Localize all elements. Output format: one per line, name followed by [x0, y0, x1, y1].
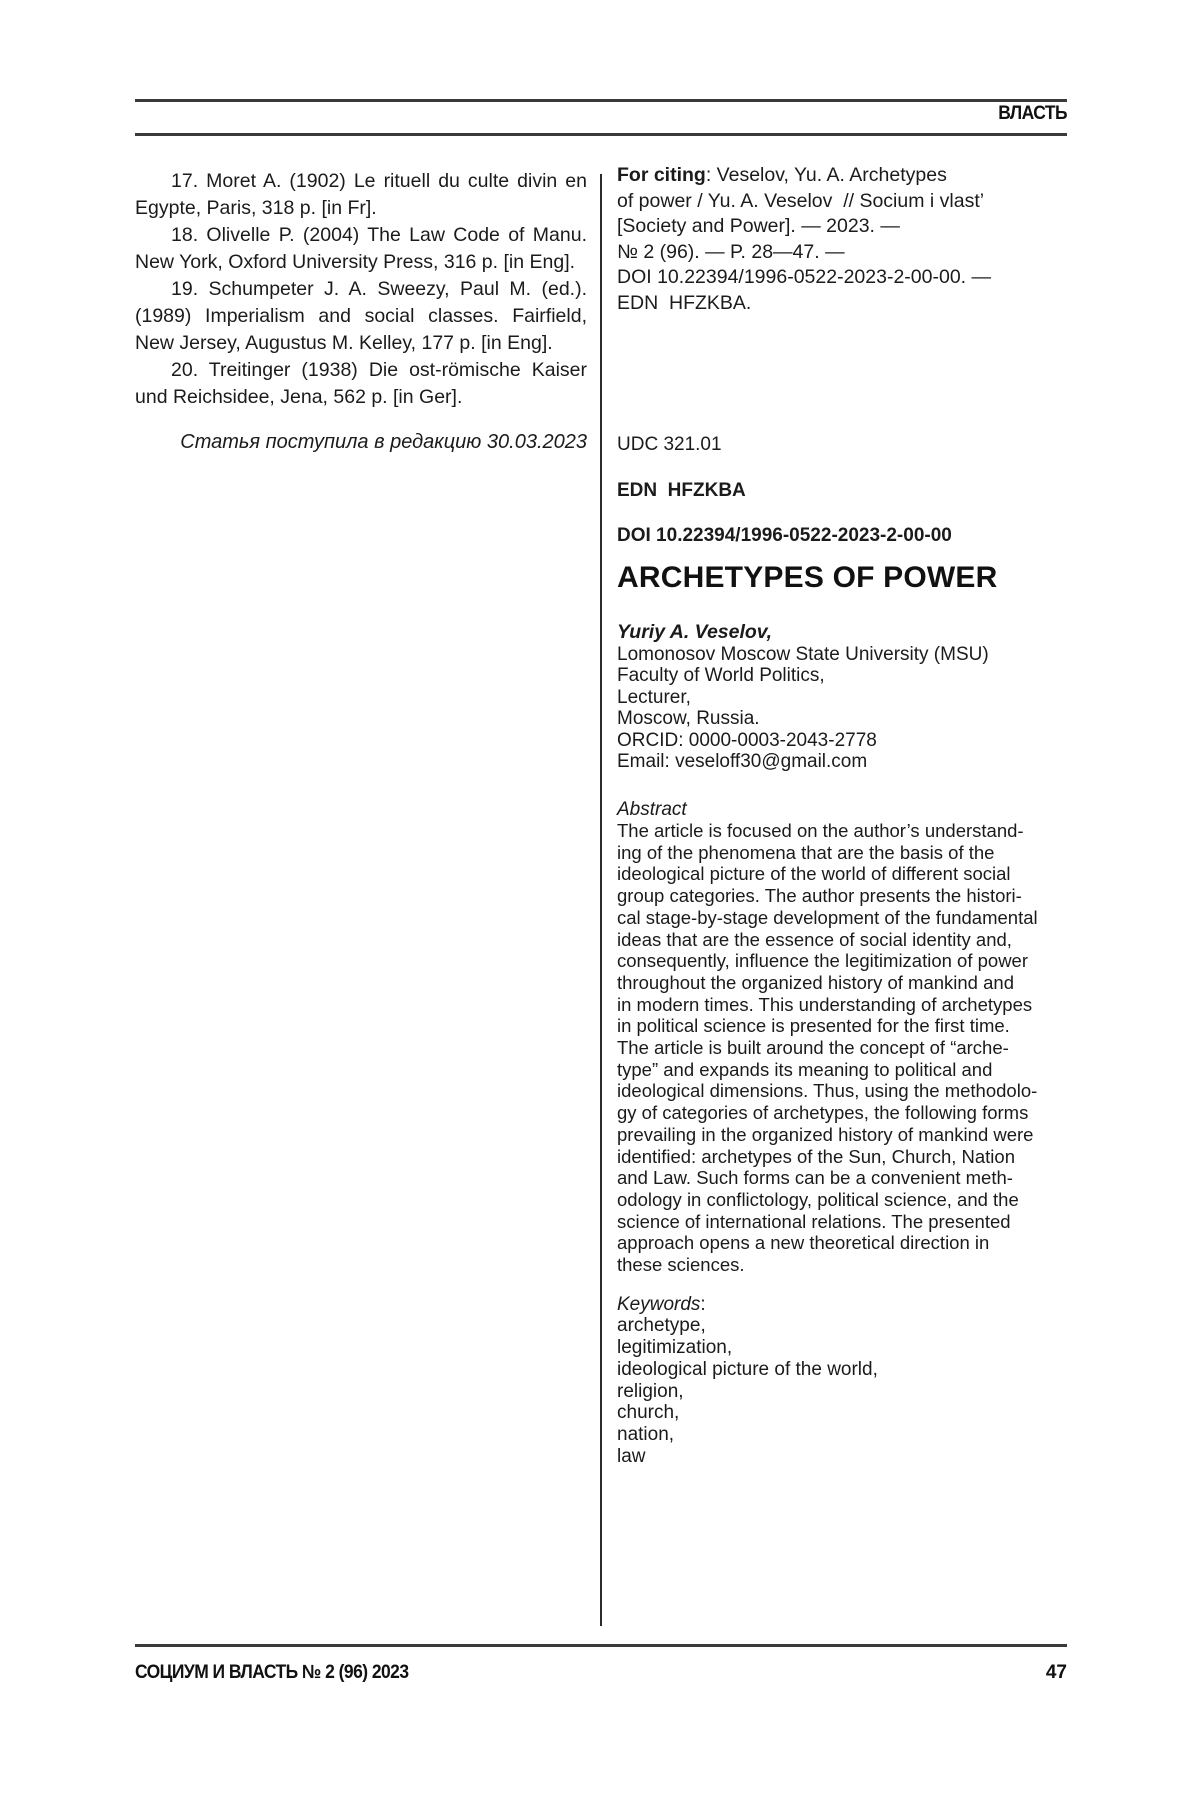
author-detail-line: Email: veseloff30@gmail.com — [617, 751, 868, 772]
reference-item: 17. Moret A. (1902) Le rituell du culte divin en Egypte, Paris, 318 p. [in Fr]. — [135, 170, 587, 219]
edn-code: EDN HFZKBA — [617, 480, 746, 501]
column-divider — [600, 174, 602, 1626]
abstract-line: science of international relations. The presented — [617, 1210, 1011, 1232]
author-detail-line: Moscow, Russia. — [617, 708, 760, 729]
footer-rule — [135, 1644, 1067, 1647]
doi-code: DOI 10.22394/1996-0522-2023-2-00-00 — [617, 525, 952, 546]
abstract-line: gy of categories of archetypes, the following forms — [617, 1102, 1029, 1124]
abstract-line: The article is focused on the author’s understand- — [617, 820, 1024, 841]
header-rule-top — [135, 99, 1067, 102]
author-name: Yuriy A. Veselov, — [617, 621, 772, 643]
header-rule-bottom — [135, 133, 1067, 136]
keyword-item: archetype, — [617, 1315, 706, 1337]
abstract-body — [617, 820, 1069, 1276]
received-date-note: Статья поступила в редакцию 30.03.2023 — [180, 431, 587, 453]
abstract-line: approach opens a new theoretical direction in — [617, 1232, 990, 1254]
right-column — [617, 163, 1069, 1467]
keywords-heading — [617, 1294, 1069, 1316]
keyword-item: nation, — [617, 1423, 675, 1445]
author-detail-line: Lomonosov Moscow State University (MSU) — [617, 643, 989, 665]
udc-code: UDC 321.01 — [617, 434, 722, 455]
running-head-section: ВЛАСТЬ — [998, 103, 1067, 124]
abstract-line: type” and expands its meaning to political and — [617, 1058, 993, 1080]
keyword-item: ideological picture of the world, — [617, 1358, 878, 1380]
abstract-heading: Abstract — [617, 798, 687, 820]
keywords-colon: : — [700, 1293, 706, 1315]
abstract-line: ing of the phenomena that are the basis of the — [617, 841, 995, 863]
footer-journal-title: СОЦИУМ И ВЛАСТЬ № 2 (96) 2023 — [135, 1662, 409, 1683]
article-title: ARCHETYPES OF POWER — [617, 561, 998, 594]
abstract-line: consequently, influence the legitimization of power — [617, 950, 1029, 972]
for-citing-block — [617, 163, 1069, 316]
author-detail-line: Faculty of World Politics, — [617, 665, 825, 686]
abstract-line: group categories. The author presents the histori- — [617, 885, 1022, 907]
abstract-line: ideological picture of the world of different social — [617, 863, 1011, 885]
abstract-line: in political science is presented for the first time. — [617, 1015, 1010, 1037]
abstract-line: in modern times. This understanding of archetypes — [617, 993, 1033, 1015]
page-footer — [135, 1662, 1067, 1684]
keyword-item: church, — [617, 1402, 680, 1424]
abstract-line: prevailing in the organized history of mankind were — [617, 1123, 1034, 1145]
reference-list — [135, 168, 587, 411]
abstract-line: these sciences. — [617, 1254, 745, 1276]
keywords-label: Keywords — [617, 1293, 701, 1315]
abstract-line: and Law. Such forms can be a convenient meth- — [617, 1167, 1013, 1189]
footer-page-number: 47 — [1045, 1662, 1067, 1683]
for-citing-first-line — [617, 163, 1069, 189]
for-citing-lines — [617, 189, 1069, 317]
reference-item: 18. Olivelle P. (2004) The Law Code of Manu. New York, Oxford University Press, 316 p. [in Eng]. — [135, 224, 587, 273]
author-details — [617, 644, 1069, 773]
keyword-item: law — [617, 1445, 646, 1467]
abstract-line: throughout the organized history of mankind and — [617, 971, 1014, 993]
for-citing-label: For citing — [617, 164, 706, 186]
keyword-item: legitimization, — [617, 1337, 733, 1359]
abstract-line: cal stage-by-stage development of the fundamental — [617, 906, 1038, 928]
keyword-item: religion, — [617, 1380, 684, 1402]
left-column — [135, 168, 587, 456]
reference-item: 19. Schumpeter J. A. Sweezy, Paul M. (ed.). (1989) Imperialism and social classes. Fairfield, New Jersey, Augustus M. Kelley, 177 p. [in Eng]. — [135, 278, 587, 354]
abstract-line: identified: archetypes of the Sun, Church, Nation — [617, 1145, 1015, 1167]
abstract-line: ideological dimensions. Thus, using the methodolo- — [617, 1080, 1038, 1102]
abstract-line: odology in conflictology, political science, and the — [617, 1188, 1019, 1210]
author-detail-line: Lecturer, — [617, 686, 691, 708]
keywords-list — [617, 1315, 1069, 1467]
for-citing-line: № 2 (96). — P. 28—47. — — [617, 240, 845, 263]
for-citing-first-line-rest: : Veselov, Yu. A. Archetypes — [705, 164, 947, 186]
for-citing-line: of power / Yu. A. Veselov // Socium i vlast’ — [617, 189, 985, 212]
for-citing-line: DOI 10.22394/1996-0522-2023-2-00-00. — — [617, 266, 992, 288]
for-citing-line: EDN HFZKBA. — [617, 291, 752, 314]
abstract-line: ideas that are the essence of social identity and, — [617, 928, 1012, 950]
abstract-line: The article is built around the concept of “arche- — [617, 1037, 1009, 1059]
for-citing-line: [Society and Power]. — 2023. — — [617, 215, 900, 237]
reference-item: 20. Treitinger (1938) Die ost-römische Kaiser und Reichsidee, Jena, 562 p. [in Ger]. — [135, 359, 587, 408]
author-detail-line: ORCID: 0000-0003-2043-2778 — [617, 729, 877, 751]
